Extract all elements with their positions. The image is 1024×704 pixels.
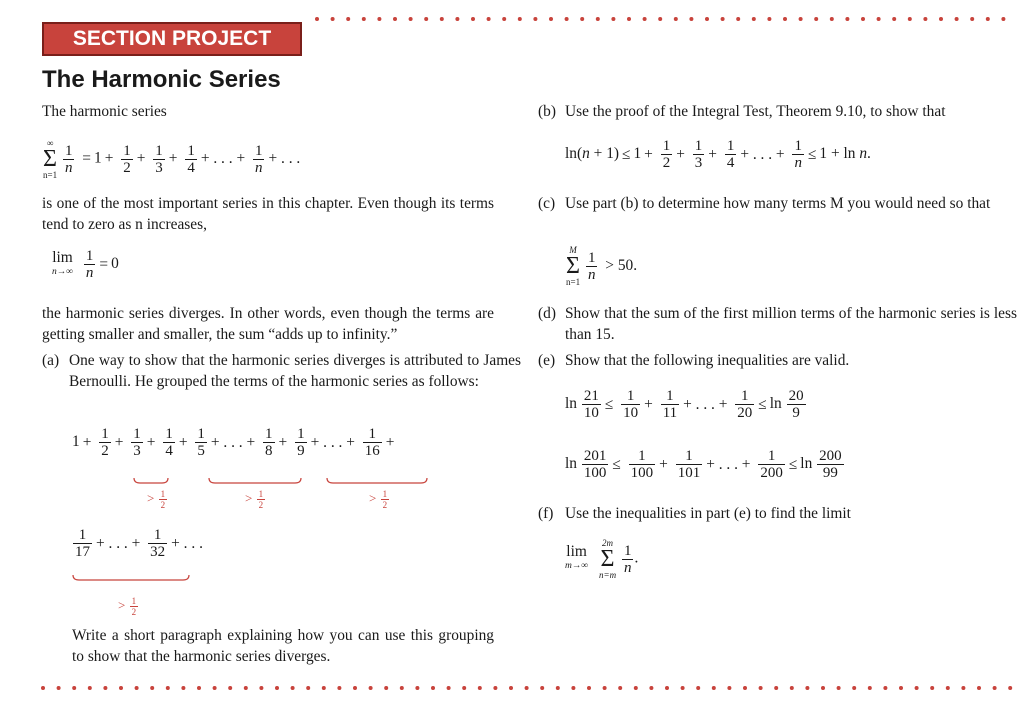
item-e: [538, 350, 1017, 371]
item-b: [538, 101, 1017, 122]
bernoulli-grouping-row1: 1 + $\frac{1}{2}$ + $\frac{1}{3}$ + $\frac{1}{4}$ + $\frac{1}{5}$ + . . . + $\frac{1}{8}$ + $\frac{1}{9}$ + . . . + $\frac{1}{16}$ +: [72, 426, 395, 459]
item-c: [538, 193, 1017, 214]
page-title: The Harmonic Series: [42, 66, 281, 93]
item-f: [538, 503, 1017, 524]
item-a-label: (a): [42, 352, 60, 369]
paragraph-terms-tend-to-zero: is one of the most important series in this chapter. Even though its terms tend to zero as n increases,: [42, 195, 494, 233]
item-e-label: (e): [538, 352, 556, 369]
greater-than-half-2: > $\frac{1}{2}$: [245, 489, 264, 510]
item-b-text: Use the proof of the Integral Test, Theorem 9.10, to show that: [565, 103, 946, 120]
bracket-5-8: [209, 478, 301, 483]
sum-greater-than-50: M Σ n=1 $\frac{1}{n}$ > 50.: [566, 245, 638, 287]
limit-equation: lim n→∞ $\frac{1}{n}$ = 0: [52, 248, 119, 281]
item-b-label: (b): [538, 103, 556, 120]
greater-than-half-1: > $\frac{1}{2}$: [147, 489, 166, 510]
closing-paragraph: Write a short paragraph explaining how you can use this grouping to show that the harmonic series diverges.: [72, 627, 494, 665]
item-f-label: (f): [538, 505, 554, 522]
bracket-9-16: [327, 478, 427, 483]
intro-text: The harmonic series: [42, 103, 167, 120]
item-d-label: (d): [538, 305, 556, 322]
item-c-label: (c): [538, 195, 556, 212]
integral-test-inequality: ln(n + 1) ≤ 1 + $\frac{1}{2}$ + $\frac{1}{3}$ + $\frac{1}{4}$ + . . . + $\frac{1}{n}$ ≤ 1 + ln n.: [565, 138, 871, 171]
limit-sum-equation: lim m→∞ 2m Σ n=m $\frac{1}{n}$ .: [565, 538, 639, 580]
item-e-text: Show that the following inequalities are valid.: [565, 352, 850, 369]
greater-than-half-4: > $\frac{1}{2}$: [118, 596, 137, 617]
inequality-e1: ln $\frac{21}{10}$ ≤ $\frac{1}{10}$ + $\frac{1}{11}$ + . . . + $\frac{1}{20}$ ≤ ln $\frac{20}{9}$: [565, 388, 804, 421]
bracket-17-32: [73, 575, 189, 580]
paragraph-diverges: the harmonic series diverges. In other words, even though the terms are getting smaller and smaller, the sum “adds up to infinity.”: [42, 305, 494, 343]
harmonic-series-equation: ∞ Σ n=1 $\frac{1}{n}$ = 1 + $\frac{1}{2}$ + $\frac{1}{3}$ + $\frac{1}{4}$ + . . . + $\frac{1}{n}$ + . . .: [43, 138, 301, 180]
bernoulli-grouping-row2: $\frac{1}{17}$ + . . . + $\frac{1}{32}$ + . . .: [75, 527, 203, 560]
section-project-banner: SECTION PROJECT: [42, 22, 302, 56]
inequality-e2: ln $\frac{201}{100}$ ≤ $\frac{1}{100}$ + $\frac{1}{101}$ + . . . + $\frac{1}{200}$ ≤ ln $\frac{200}{99}$: [565, 448, 842, 481]
bracket-3-4: [134, 478, 168, 483]
item-a-text: One way to show that the harmonic series diverges is attributed to James Bernoulli. He grouped the terms of the harmonic series as follows:: [69, 352, 521, 390]
item-f-text: Use the inequalities in part (e) to find the limit: [565, 505, 851, 522]
item-c-text: Use part (b) to determine how many terms M you would need so that: [565, 195, 991, 212]
item-d-text: Show that the sum of the first million terms of the harmonic series is less than 15.: [565, 305, 1017, 343]
item-d: [538, 303, 1017, 345]
greater-than-half-3: > $\frac{1}{2}$: [369, 489, 388, 510]
